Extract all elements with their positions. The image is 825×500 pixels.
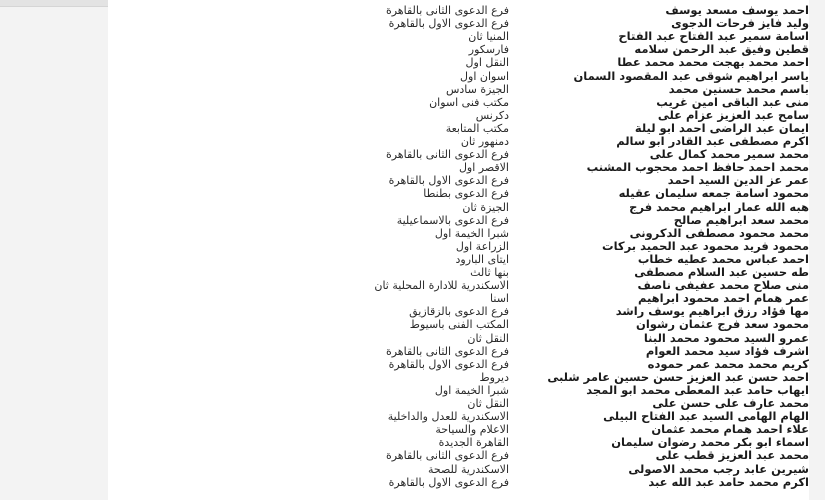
employee-name: محمد سمير محمد كمال على <box>649 147 809 162</box>
employee-name: احمد يوسف مسعد يوسف <box>665 3 809 17</box>
employee-name: محمد عبد العزيز قطب على <box>655 448 809 463</box>
work-unit: مكتب المتابعة <box>445 121 509 135</box>
work-unit: فرع الدعوى الثانى بالقاهرة <box>385 148 509 162</box>
work-unit: المنيا ثان <box>468 30 509 44</box>
work-unit: فرع الدعوى بالاسماعيلية <box>396 213 509 227</box>
work-unit: الجيزة سادس <box>445 82 509 96</box>
work-unit: الاسكندرية للادارة المحلية ثان <box>374 279 509 293</box>
table-row <box>108 318 809 331</box>
employee-name: سامح عبد العزيز عزام على <box>657 107 809 122</box>
employee-name: الهام الهامى السيد عبد الفتاح البيلى <box>603 409 809 424</box>
table-row <box>108 70 809 83</box>
work-unit: الزراعة اول <box>455 239 509 253</box>
employee-name: علاء احمد همام محمد عثمان <box>651 422 809 437</box>
work-unit: شبرا الخيمة اول <box>434 226 509 240</box>
work-unit: القاهرة الجديدة <box>438 436 509 450</box>
employee-name: محمد احمد حافظ احمد محجوب المشنب <box>586 160 809 175</box>
employee-name: منى صلاح محمد عفيفى ناصف <box>637 278 809 293</box>
document-page <box>108 0 809 500</box>
employee-name: منى عبد الباقى امين غريب <box>656 94 809 109</box>
employee-name: محمد سعد ابراهيم صالح <box>673 212 809 227</box>
work-unit: الاقصر اول <box>458 161 509 175</box>
work-unit: المكتب الفنى باسيوط <box>409 318 509 332</box>
table-row <box>108 358 809 371</box>
work-unit: النقل ثان <box>467 397 509 410</box>
table-row <box>108 109 809 122</box>
work-unit: فرع الدعوى الاول بالقاهرة <box>388 17 509 31</box>
table-row <box>108 83 809 96</box>
work-unit: بنها ثالث <box>470 266 509 279</box>
work-unit: فرع الدعوى بطنطا <box>423 187 509 201</box>
table-row <box>108 56 809 69</box>
employee-name: هبه الله عمار ابراهيم محمد فرج <box>629 199 809 214</box>
employee-name: اسامة سمير عبد الفتاح عبد الفتاح <box>618 29 809 44</box>
employee-name: محمود اسامة جمعه سليمان عقيله <box>618 186 809 201</box>
work-unit: ديروط <box>479 370 509 384</box>
employee-name: اكرم مصطفى عبد القادر ابو سالم <box>616 134 809 148</box>
work-unit: فرع الدعوى الثانى بالقاهرة <box>385 344 509 358</box>
employee-name: باسم محمد حسنين محمد <box>668 81 809 96</box>
work-unit: فرع الدعوى الثانى بالقاهرة <box>385 449 509 463</box>
table-row <box>108 227 809 240</box>
work-unit: الاعلام والسياحة <box>435 423 509 437</box>
employee-name: اشرف فؤاد سيد محمد العوام <box>645 343 809 358</box>
employee-name: ايهاب حامد عبد المعطى محمد ابو المجد <box>586 382 809 397</box>
work-unit: مكتب فنى اسوان <box>429 95 509 109</box>
employee-name: عمر همام احمد محمود ابراهيم <box>637 291 809 306</box>
work-unit: فرع الدعوى الثانى بالقاهرة <box>385 4 509 17</box>
work-unit: اسوان اول <box>460 69 509 83</box>
table-row <box>108 96 809 109</box>
work-unit: فرع الدعوى الاول بالقاهرة <box>388 174 509 188</box>
employee-name: كريم محمد محمد عمر حموده <box>647 356 809 371</box>
employee-name: احمد حسن عبد العزيز حسن حسين عامر شلبى <box>547 369 809 384</box>
work-unit: الجيزة ثان <box>462 200 509 214</box>
employee-name: عمر عز الدين السيد احمد <box>667 173 809 188</box>
employee-name: محمد عارف على حسن على <box>652 396 809 410</box>
work-unit: دكرنس <box>475 108 509 122</box>
work-unit: النقل ثان <box>467 331 509 345</box>
table-row <box>108 463 809 476</box>
employee-name: ياسر ابراهيم شوقى عبد المقصود السمان <box>573 68 809 83</box>
table-row <box>108 449 809 462</box>
work-unit: دمنهور ثان <box>460 135 509 148</box>
work-unit: اسنا <box>490 292 509 306</box>
table-row <box>108 345 809 358</box>
table-row <box>108 476 809 489</box>
left-page-margin <box>0 0 108 500</box>
table-row <box>108 332 809 345</box>
work-unit: الاسكندرية للعدل والداخلية <box>387 410 509 424</box>
work-unit: الاسكندرية للصحة <box>427 462 509 476</box>
work-unit: فارسكور <box>468 43 509 57</box>
employee-name: محمود سعد فرج عثمان رشوان <box>636 317 809 332</box>
work-unit: ايتاى البارود <box>455 252 509 266</box>
table-row <box>108 187 809 200</box>
employee-name: ايمان عبد الراضى احمد ابو ليلة <box>634 120 809 135</box>
employee-name: طه حسين عبد السلام مصطفى <box>634 265 809 279</box>
employee-name: عمرو السيد محمود محمد البنا <box>643 330 809 345</box>
employee-name: اسماء ابو بكر محمد رضوان سليمان <box>611 435 809 450</box>
employee-name: شيرين عابد رجب محمد الاصولى <box>628 461 809 476</box>
employee-name: محمود فريد محمود عبد الحميد بركات <box>602 238 809 253</box>
employee-name: محمد محمود مصطفى الدكرونى <box>629 225 809 240</box>
table-row <box>108 240 809 253</box>
work-unit: فرع الدعوى بالزقازيق <box>409 305 509 319</box>
employee-name: قطين وفيق عبد الرحمن سلامه <box>634 42 809 57</box>
employee-name: احمد محمد بهجت محمد محمد عطا <box>617 55 809 70</box>
work-unit: شبرا الخيمة اول <box>434 383 509 397</box>
table-row <box>108 371 809 384</box>
table-row <box>108 214 809 227</box>
employee-name: اكرم محمد حامد عبد الله عبد <box>648 474 809 489</box>
work-unit: فرع الدعوى الاول بالقاهرة <box>388 357 509 371</box>
work-unit: فرع الدعوى الاول بالقاهرة <box>388 475 509 489</box>
right-page-margin <box>809 0 825 500</box>
employee-name: مها فؤاد رزق ابراهيم يوسف راشد <box>615 304 809 319</box>
work-unit: النقل اول <box>465 56 509 70</box>
employee-name: احمد عباس محمد عطيه خطاب <box>637 251 809 266</box>
table-row <box>108 201 809 214</box>
employee-name: وليد فايز فرحات الدجوى <box>671 16 809 31</box>
